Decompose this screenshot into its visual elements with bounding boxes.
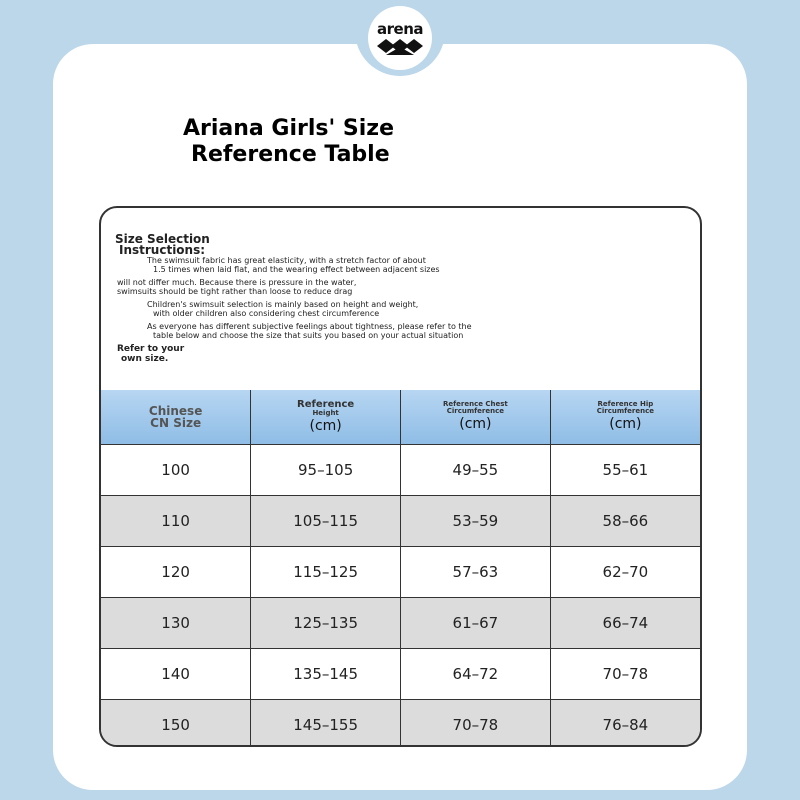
cell-chest: 53–59 — [401, 496, 551, 547]
instruction-line: 1.5 times when laid flat, and the wearing effect between adjacent sizes — [153, 265, 440, 274]
instruction-line: will not differ much. Because there is pressure in the water, — [117, 278, 357, 287]
size-table-panel — [99, 206, 702, 747]
cell-hip: 66–74 — [550, 598, 700, 649]
cell-size: 130 — [101, 598, 251, 649]
size-instructions — [101, 208, 700, 390]
instructions-heading-line-2: Instructions: — [119, 243, 206, 257]
table-row — [101, 649, 700, 700]
table-row — [101, 700, 700, 748]
table-row — [101, 445, 700, 496]
cell-hip: 55–61 — [550, 445, 700, 496]
instructions-heading — [115, 234, 700, 256]
instruction-line: with older children also considering chest circumference — [153, 309, 380, 318]
brand-logo-text: arena — [377, 19, 423, 38]
header-height: Reference Height (cm) — [251, 390, 401, 445]
instruction-line: As everyone has different subjective feelings about tightness, please refer to the — [147, 322, 472, 331]
cell-hip: 76–84 — [550, 700, 700, 748]
cell-hip: 70–78 — [550, 649, 700, 700]
refer-note-line-2: own size. — [121, 354, 169, 364]
cell-chest: 61–67 — [401, 598, 551, 649]
page-title — [183, 116, 483, 168]
cell-chest: 70–78 — [401, 700, 551, 748]
cell-hip: 62–70 — [550, 547, 700, 598]
table-row — [101, 547, 700, 598]
size-table — [101, 390, 700, 747]
cell-hip: 58–66 — [550, 496, 700, 547]
cell-chest: 57–63 — [401, 547, 551, 598]
cell-height: 145–155 — [251, 700, 401, 748]
cell-height: 115–125 — [251, 547, 401, 598]
instruction-line: The swimsuit fabric has great elasticity, with a stretch factor of about — [147, 256, 426, 265]
header-hip: Reference Hip Circumference (cm) — [550, 390, 700, 445]
cell-size: 100 — [101, 445, 251, 496]
refer-note-line-1: Refer to your — [117, 344, 185, 354]
title-line-1: Ariana Girls' Size — [183, 116, 395, 141]
cell-chest: 64–72 — [401, 649, 551, 700]
brand-logo — [368, 6, 432, 70]
cell-size: 150 — [101, 700, 251, 748]
cell-height: 135–145 — [251, 649, 401, 700]
instruction-line: table below and choose the size that suits you based on your actual situation — [153, 331, 464, 340]
instruction-line: swimsuits should be tight rather than loose to reduce drag — [117, 287, 353, 296]
cell-size: 110 — [101, 496, 251, 547]
table-row — [101, 598, 700, 649]
instruction-line: Children's swimsuit selection is mainly based on height and weight, — [147, 300, 419, 309]
cell-height: 95–105 — [251, 445, 401, 496]
table-header-row — [101, 390, 700, 445]
cell-size: 120 — [101, 547, 251, 598]
table-row — [101, 496, 700, 547]
header-cn-size: Chinese CN Size — [101, 390, 251, 445]
title-line-2: Reference Table — [191, 142, 390, 167]
cell-size: 140 — [101, 649, 251, 700]
cell-height: 105–115 — [251, 496, 401, 547]
refer-note — [117, 344, 700, 364]
cell-chest: 49–55 — [401, 445, 551, 496]
header-chest: Reference Chest Circumference (cm) — [401, 390, 551, 445]
diamond-logo-icon — [377, 39, 423, 55]
cell-height: 125–135 — [251, 598, 401, 649]
instructions-heading-line-1: Size Selection — [115, 232, 210, 246]
